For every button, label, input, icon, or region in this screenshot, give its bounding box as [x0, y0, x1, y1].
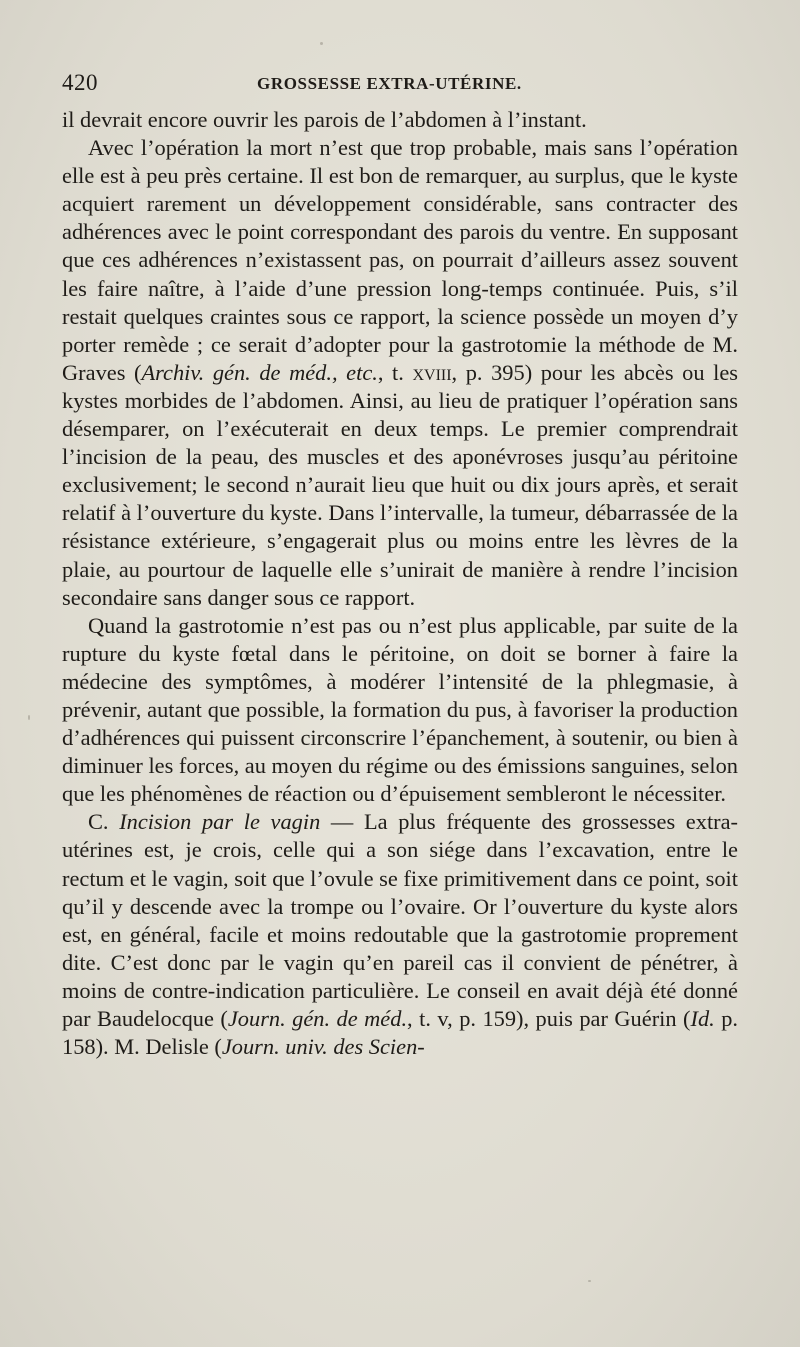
- paragraph-text: , t.: [377, 359, 413, 385]
- paragraph-text: , t. v, p. 159), puis par Guérin (: [407, 1006, 691, 1031]
- section-letter: C.: [88, 809, 120, 835]
- section-title-italic: Incision par le vagin: [119, 809, 321, 835]
- paper-speck: [588, 1280, 591, 1282]
- citation-italic: Journ. gén. de méd.: [227, 1006, 408, 1031]
- running-head: GROSSESSE EXTRA-UTÉRINE.: [257, 74, 522, 93]
- paragraph-vaginal-incision: [62, 808, 738, 1061]
- page-number: 420: [62, 70, 98, 95]
- paragraph-text: Avec l’opération la mort n’est que trop probable, mais sans l’opération elle est à peu près certaine. Il est bon de remarquer, au surplus, que le kyste acquiert rarement un développement considérable, sans contracter des adhérences avec le point correspondant des parois du ventre. En supposant que ces adhérences n’existassent pas, on pourrait d’ailleurs assez souvent les faire naître, à l’aide d’une pression long-temps continuée. Puis, s’il restait quelques craintes sous ce rapport, la science possède un moyen d’y porter remède ; ce serait d’adopter pour la gastrotomie la méthode de M. Graves (: [62, 135, 738, 385]
- body-text: [62, 106, 738, 1061]
- paragraph-operation: [62, 134, 738, 612]
- paper-speck: [320, 42, 323, 45]
- paragraph-gastrotomy: [62, 612, 738, 809]
- paragraph-text: , p. 395) pour les abcès ou les kystes morbides de l’abdomen. Ainsi, au lieu de pratiquer l’opération sans désemparer, on l’exécuterait en deux temps. Le premier comprendrait l’incision de la peau, des muscles et des aponévroses jusqu’au péritoine exclusivement; le second n’aurait lieu que huit ou dix jours après, et serait relatif à l’ouverture du kyste. Dans l’intervalle, la tumeur, débarrassée de la résistance extérieure, s’engagerait plus ou moins entre les lèvres de la plaie, au pourtour de laquelle elle s’unirait de manière à rendre l’incision secondaire sans danger sous ce rapport.: [62, 359, 738, 610]
- page-header: [62, 70, 738, 100]
- citation-italic: Journ. univ. des Scien-: [221, 1034, 425, 1060]
- citation-italic: Id.: [690, 1006, 715, 1031]
- paragraph-text: p. 158). M. Delisle (: [62, 1006, 738, 1060]
- paragraph-text: il devrait encore ouvrir les parois de l’abdomen à l’instant.: [62, 107, 587, 132]
- paragraph-continuation: [62, 106, 738, 134]
- volume-numeral: xviii: [412, 359, 452, 385]
- paragraph-text: Quand la gastrotomie n’est pas ou n’est plus applicable, par suite de la rupture du kyste fœtal dans le péritoine, on doit se borner à faire la médecine des symptômes, à modérer l’intensité de la phlegmasie, à prévenir, autant que possible, la formation du pus, à favoriser la production d’adhérences qui puissent circonscrire l’épanchement, à soutenir, ou bien à diminuer les forces, au moyen du régime ou des émissions sanguines, selon que les phénomènes de réaction ou d’épuisement sembleront le nécessiter.: [62, 612, 738, 807]
- paragraph-text: — La plus fréquente des grossesses extra-utérines est, je crois, celle qui a son siége dans l’excavation, entre le rectum et le vagin, soit que l’ovule se fixe primitivement dans ce point, soit qu’il y descende avec la trompe ou l’ovaire. Or l’ouverture du kyste alors est, en général, facile et moins redoutable que la gastrotomie proprement dite. C’est donc par le vagin qu’en pareil cas il convient de pénétrer, à moins de contre-indication particulière. Le conseil en avait déjà été donné par Baudelocque (: [62, 809, 739, 1031]
- citation-italic: Archiv. gén. de méd., etc.: [141, 359, 378, 385]
- paper-speck: [28, 715, 30, 720]
